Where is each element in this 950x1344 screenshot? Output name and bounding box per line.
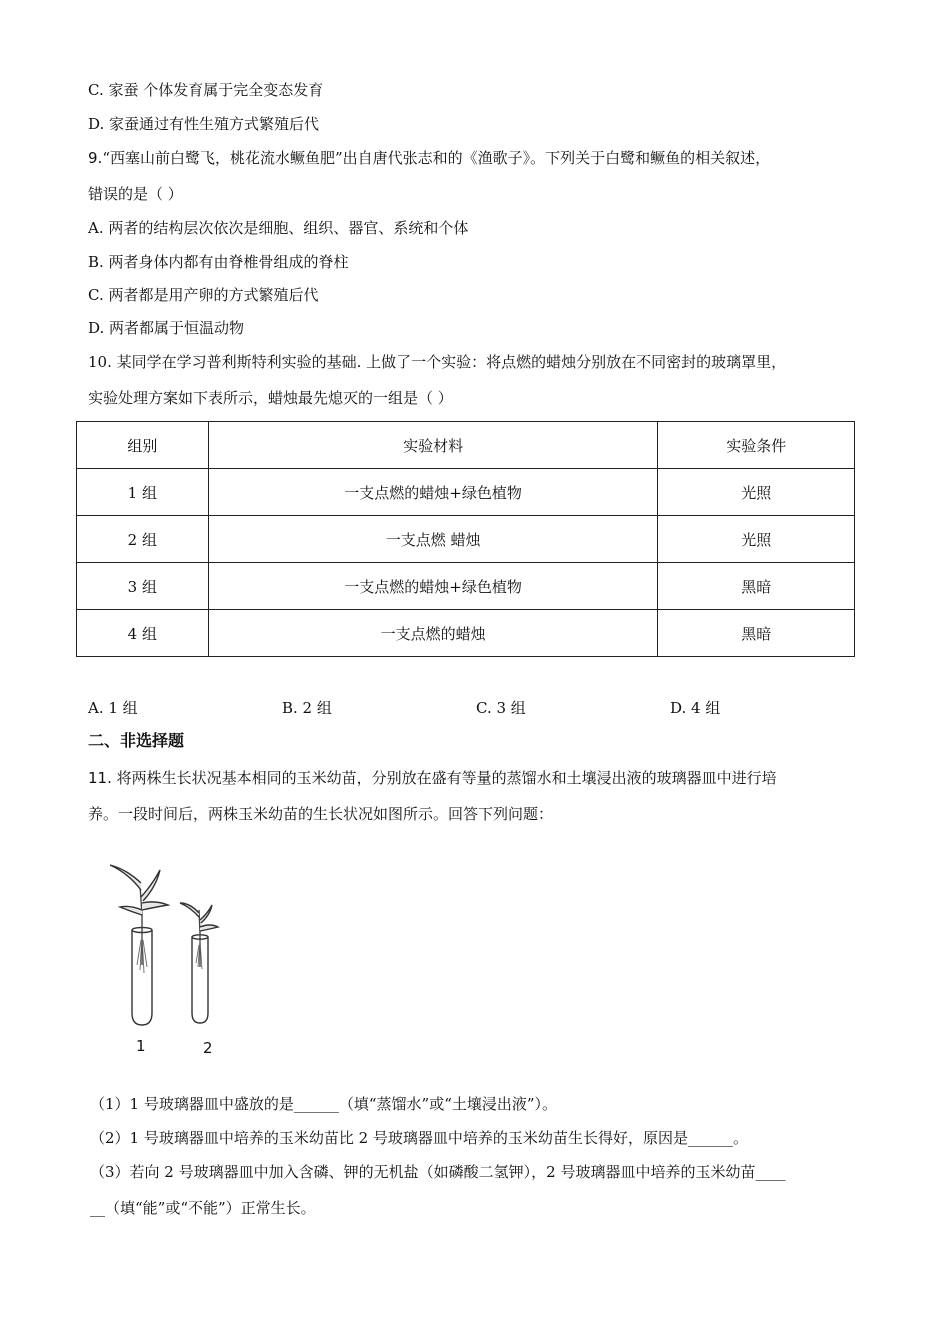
q10-option-c: C. 3 组: [476, 699, 526, 717]
figure-label-1: 1: [136, 1037, 146, 1055]
q9-option-d: D. 两者都属于恒温动物: [88, 319, 245, 337]
table-cell: 一支点燃的蜡烛+绿色植物: [208, 469, 658, 516]
q10-stem-line1: 10. 某同学在学习普利斯特利实验的基础. 上做了一个实验：将点燃的蜡烛分别放在不同密封的玻璃罩里，: [88, 353, 787, 371]
q10-stem-line2: 实验处理方案如下表所示，蜡烛最先熄灭的一组是（ ）: [88, 389, 453, 407]
q11-sub2: （2）1 号玻璃器皿中培养的玉米幼苗比 2 号玻璃器皿中培养的玉米幼苗生长得好，原因是______。: [90, 1129, 748, 1147]
q9-stem-line1: [88, 148, 770, 168]
table-cell: 黑暗: [658, 610, 855, 657]
header-condition: 实验条件: [658, 422, 855, 469]
table-row: [77, 516, 855, 563]
q10-option-d: D. 4 组: [670, 699, 721, 717]
section-heading: 二、非选择题: [88, 731, 185, 750]
q8-option-c: C. 家蚕 个体发育属于完全变态发育: [88, 81, 324, 99]
q11-sub3-line2: __（填“能”或“不能”）正常生长。: [90, 1199, 316, 1217]
q9-option-c: C. 两者都是用产卵的方式繁殖后代: [88, 286, 319, 304]
q11-stem-line1: [88, 768, 777, 788]
table-cell: 光照: [658, 516, 855, 563]
q9-option-a: A. 两者的结构层次依次是细胞、组织、器官、系统和个体: [88, 219, 469, 237]
seedling-tubes-illustration: [100, 855, 240, 1060]
header-group: 组别: [77, 422, 209, 469]
table-cell: 1 组: [77, 469, 209, 516]
q11-sub1: （1）1 号玻璃器皿中盛放的是______（填“蒸馏水”或“土壤浸出液”）。: [90, 1095, 558, 1113]
table-cell: 黑暗: [658, 563, 855, 610]
table-header-row: [77, 422, 855, 469]
table-cell: 2 组: [77, 516, 209, 563]
q11-stem-line2: 养。一段时间后，两株玉米幼苗的生长状况如图所示。回答下列问题：: [88, 805, 554, 823]
figure-label-2: 2: [203, 1039, 213, 1057]
q9-option-b: B. 两者身体内都有由脊椎骨组成的脊柱: [88, 253, 349, 271]
q10-option-b: B. 2 组: [282, 699, 332, 717]
header-material: 实验材料: [208, 422, 658, 469]
table-cell: 一支点燃的蜡烛+绿色植物: [208, 563, 658, 610]
table-cell: 一支点燃的蜡烛: [208, 610, 658, 657]
q11-number: 11: [88, 769, 108, 787]
q10-option-a: A. 1 组: [88, 699, 138, 717]
experiment-table: [76, 421, 855, 657]
table-cell: 一支点燃 蜡烛: [208, 516, 658, 563]
table-row: [77, 469, 855, 516]
table-cell: 4 组: [77, 610, 209, 657]
q9-stem-text: .“西塞山前白鹭飞，桃花流水鳜鱼肥”出自唐代张志和的《渔歌子》。下列关于白鹭和鳜鱼的相关叙述，: [97, 149, 771, 167]
table-row: [77, 610, 855, 657]
q11-sub3-line1: （3）若向 2 号玻璃器皿中加入含磷、钾的无机盐（如磷酸二氢钾），2 号玻璃器皿中培养的玉米幼苗____: [90, 1163, 786, 1181]
q8-option-d: D. 家蚕通过有性生殖方式繁殖后代: [88, 115, 320, 133]
seedling-figure: [100, 855, 240, 1060]
q9-number: 9: [88, 149, 98, 167]
table-row: [77, 563, 855, 610]
q11-stem-text: . 将两株生长状况基本相同的玉米幼苗，分别放在盛有等量的蒸馏水和土壤浸出液的玻璃器皿中进行培: [107, 769, 777, 787]
table-cell: 光照: [658, 469, 855, 516]
q9-stem-line2: 错误的是（ ）: [88, 185, 183, 203]
table-cell: 3 组: [77, 563, 209, 610]
